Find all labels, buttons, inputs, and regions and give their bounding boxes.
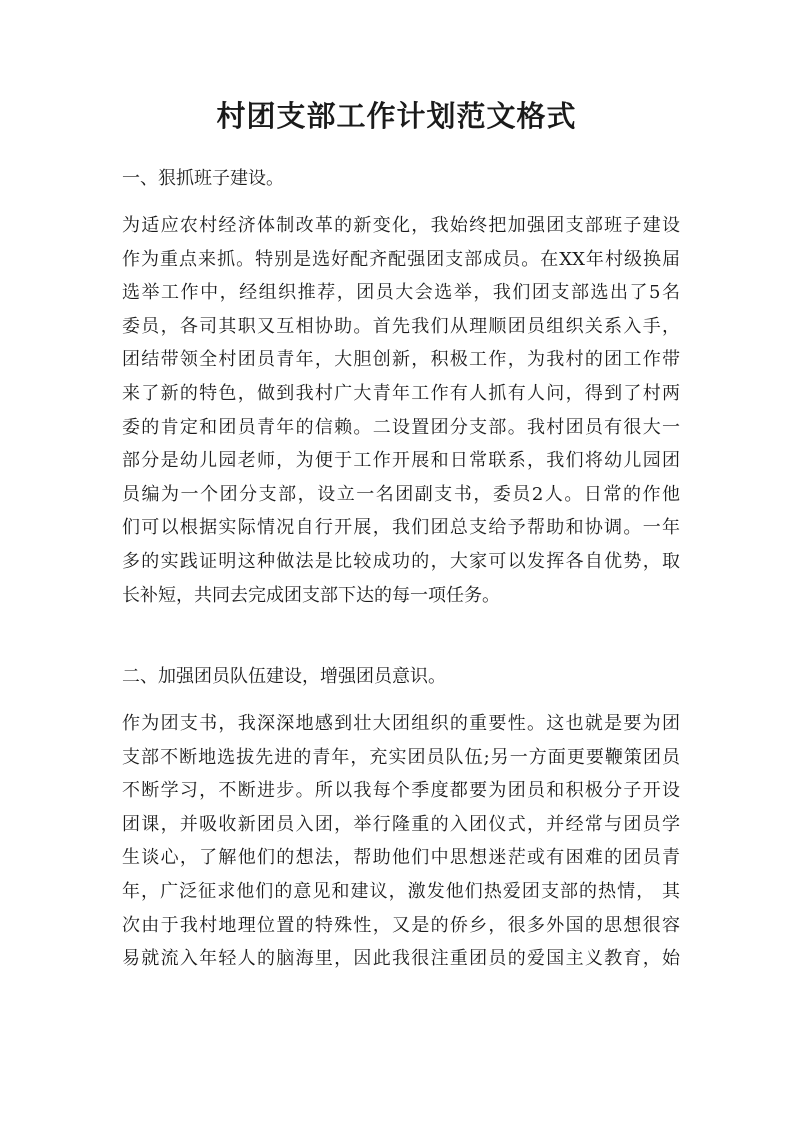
paragraph-line: 选举工作中，经组织推荐，团员大会选举，我们团支部选出了5名	[122, 282, 680, 304]
paragraph-line: 次由于我村地理位置的特殊性，又是的侨乡，很多外国的思想很容	[122, 914, 680, 936]
paragraph-line: 年，广泛征求他们的意见和建议，激发他们热爱团支部的热情， 其	[122, 880, 680, 902]
paragraph-line: 员编为一个团分支部，设立一名团副支书，委员2人。日常的作他	[122, 483, 680, 505]
paragraph-line: 委员，各司其职又互相协助。首先我们从理顺团员组织关系入手，	[122, 315, 680, 337]
section-heading-1: 一、狠抓班子建设。	[122, 168, 284, 189]
section-paragraph-1	[122, 209, 680, 612]
paragraph-line: 易就流入年轻人的脑海里，因此我很注重团员的爱国主义教育，始	[122, 948, 680, 970]
paragraph-line: 多的实践证明这种做法是比较成功的，大家可以发挥各自优势，取	[122, 550, 680, 572]
paragraph-line: 们可以根据实际情况自行开展，我们团总支给予帮助和协调。一年	[122, 517, 680, 539]
paragraph-line: 作为团支书，我深深地感到壮大团组织的重要性。这也就是要为团	[122, 713, 680, 734]
paragraph-line: 生谈心，了解他们的想法，帮助他们中思想迷茫或有困难的团员青	[122, 847, 680, 869]
paragraph-line: 团结带领全村团员青年，大胆创新，积极工作，为我村的团工作带	[122, 349, 680, 371]
paragraph-line: 部分是幼儿园老师，为便于工作开展和日常联系，我们将幼儿园团	[122, 450, 680, 472]
paragraph-line: 来了新的特色，做到我村广大青年工作有人抓有人问，得到了村两	[122, 382, 680, 404]
paragraph-line: 长补短，共同去完成团支部下达的每一项任务。	[122, 584, 500, 606]
paragraph-line: 为适应农村经济体制改革的新变化，我始终把加强团支部班子建设	[122, 215, 680, 236]
paragraph-line: 支部不断地选拔先进的青年，充实团员队伍;另一方面更要鞭策团员	[122, 746, 680, 768]
paragraph-line: 委的肯定和团员青年的信赖。二设置团分支部。我村团员有很大一	[122, 416, 680, 438]
paragraph-line: 不断学习，不断进步。所以我每个季度都要为团员和积极分子开设	[122, 780, 680, 802]
paragraph-line: 团课，并吸收新团员入团，举行隆重的入团仪式，并经常与团员学	[122, 813, 680, 835]
section-paragraph-2	[122, 707, 680, 976]
section-heading-2: 二、加强团员队伍建设，增强团员意识。	[122, 666, 446, 687]
page-title: 村团支部工作计划范文格式	[216, 99, 577, 133]
paragraph-line: 作为重点来抓。特别是选好配齐配强团支部成员。在XX年村级换届	[122, 248, 680, 270]
